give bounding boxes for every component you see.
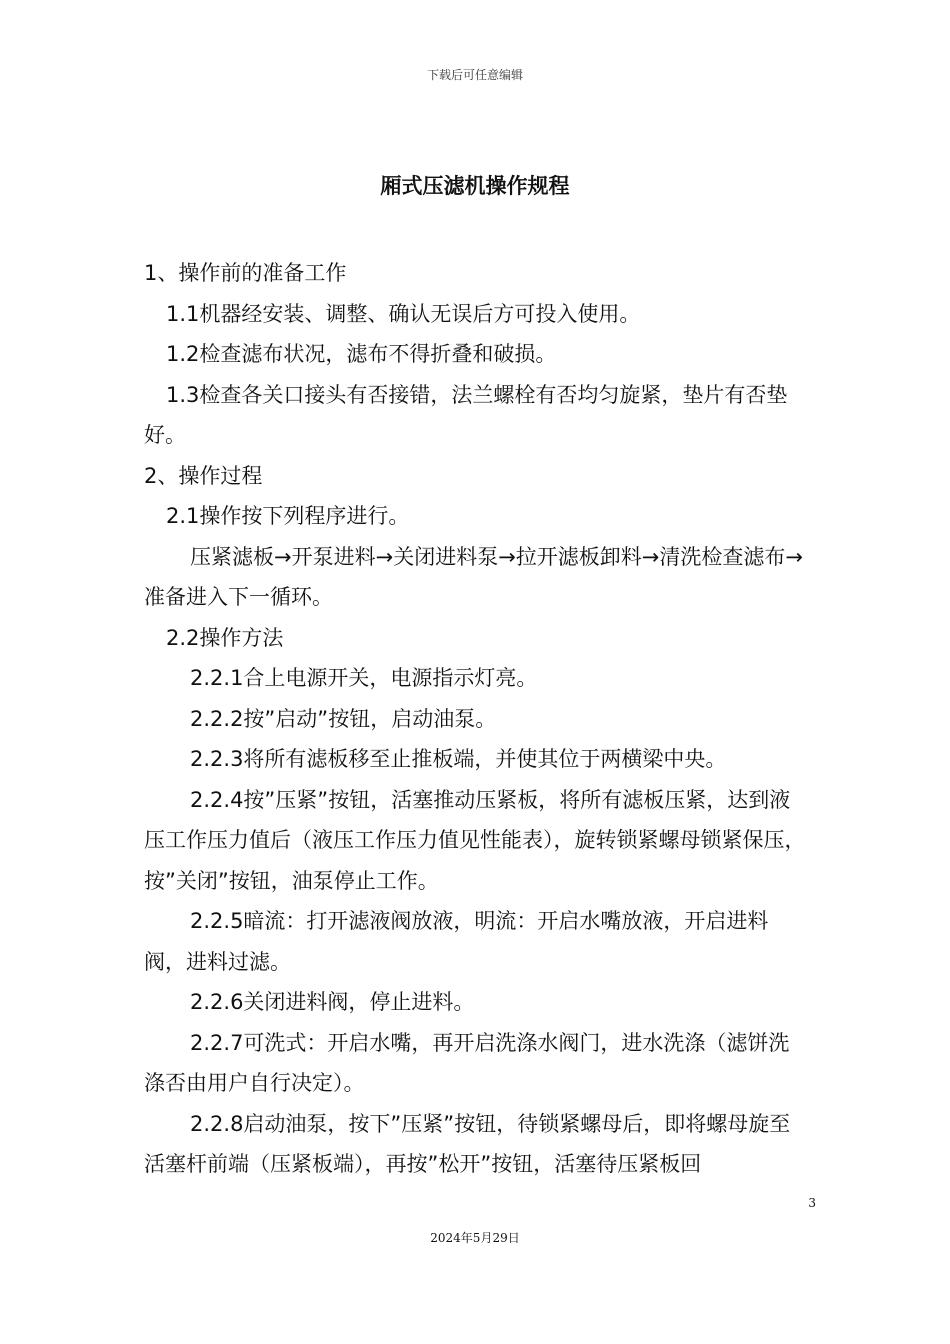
page-header: 下载后可任意编辑: [426, 68, 523, 82]
paragraph: 2.1操作按下列程序进行。: [166, 504, 410, 528]
paragraph: 2.2.8启动油泵，按下”压紧”按钮，待锁紧螺母后，即将螺母旋至活塞杆前端（压紧板端），再按”松开”按钮，活塞待压紧板回: [144, 1111, 791, 1176]
paragraph: 1.2检查滤布状况，滤布不得折叠和破损。: [166, 342, 557, 366]
document-title: 厢式压滤机操作规程: [380, 174, 570, 198]
section-heading: 1、操作前的准备工作: [144, 261, 347, 285]
paragraph: 2.2.2按”启动”按钮，启动油泵。: [190, 706, 497, 731]
page-number: 3: [808, 1196, 816, 1210]
page-footer-date: 2024年5月29日: [430, 1231, 520, 1245]
paragraph: 1.1机器经安装、调整、确认无误后方可投入使用。: [166, 301, 641, 326]
paragraph: 2.2.5暗流：打开滤液阀放液，明流：开启水嘴放液，开启进料阀，进料过滤。: [144, 909, 769, 974]
document-body: [144, 253, 808, 1185]
paragraph: 2.2.3将所有滤板移至止推板端，并使其位于两横梁中央。: [190, 747, 727, 771]
paragraph: 2.2.6关闭进料阀，停止进料。: [190, 990, 475, 1014]
paragraph: 压紧滤板→开泵进料→关闭进料泵→拉开滤板卸料→清洗检查滤布→准备进入下一循环。: [144, 544, 803, 609]
paragraph: 2.2操作方法: [166, 625, 284, 650]
paragraph: 2.2.4按”压紧”按钮，活塞推动压紧板，将所有滤板压紧，达到液压工作压力值后（液压工作压力值见性能表），旋转锁紧螺母锁紧保压，按”关闭”按钮，油泵停止工作。: [144, 787, 806, 893]
paragraph: 1.3检查各关口接头有否接错，法兰螺栓有否均匀旋紧，垫片有否垫好。: [144, 382, 788, 447]
paragraph: 2.2.7可洗式：开启水嘴，再开启洗涤水阀门，进水洗涤（滤饼洗涤否由用户自行决定）。: [144, 1030, 790, 1095]
paragraph: 2.2.1合上电源开关，电源指示灯亮。: [190, 666, 538, 690]
section-heading: 2、操作过程: [144, 463, 263, 488]
